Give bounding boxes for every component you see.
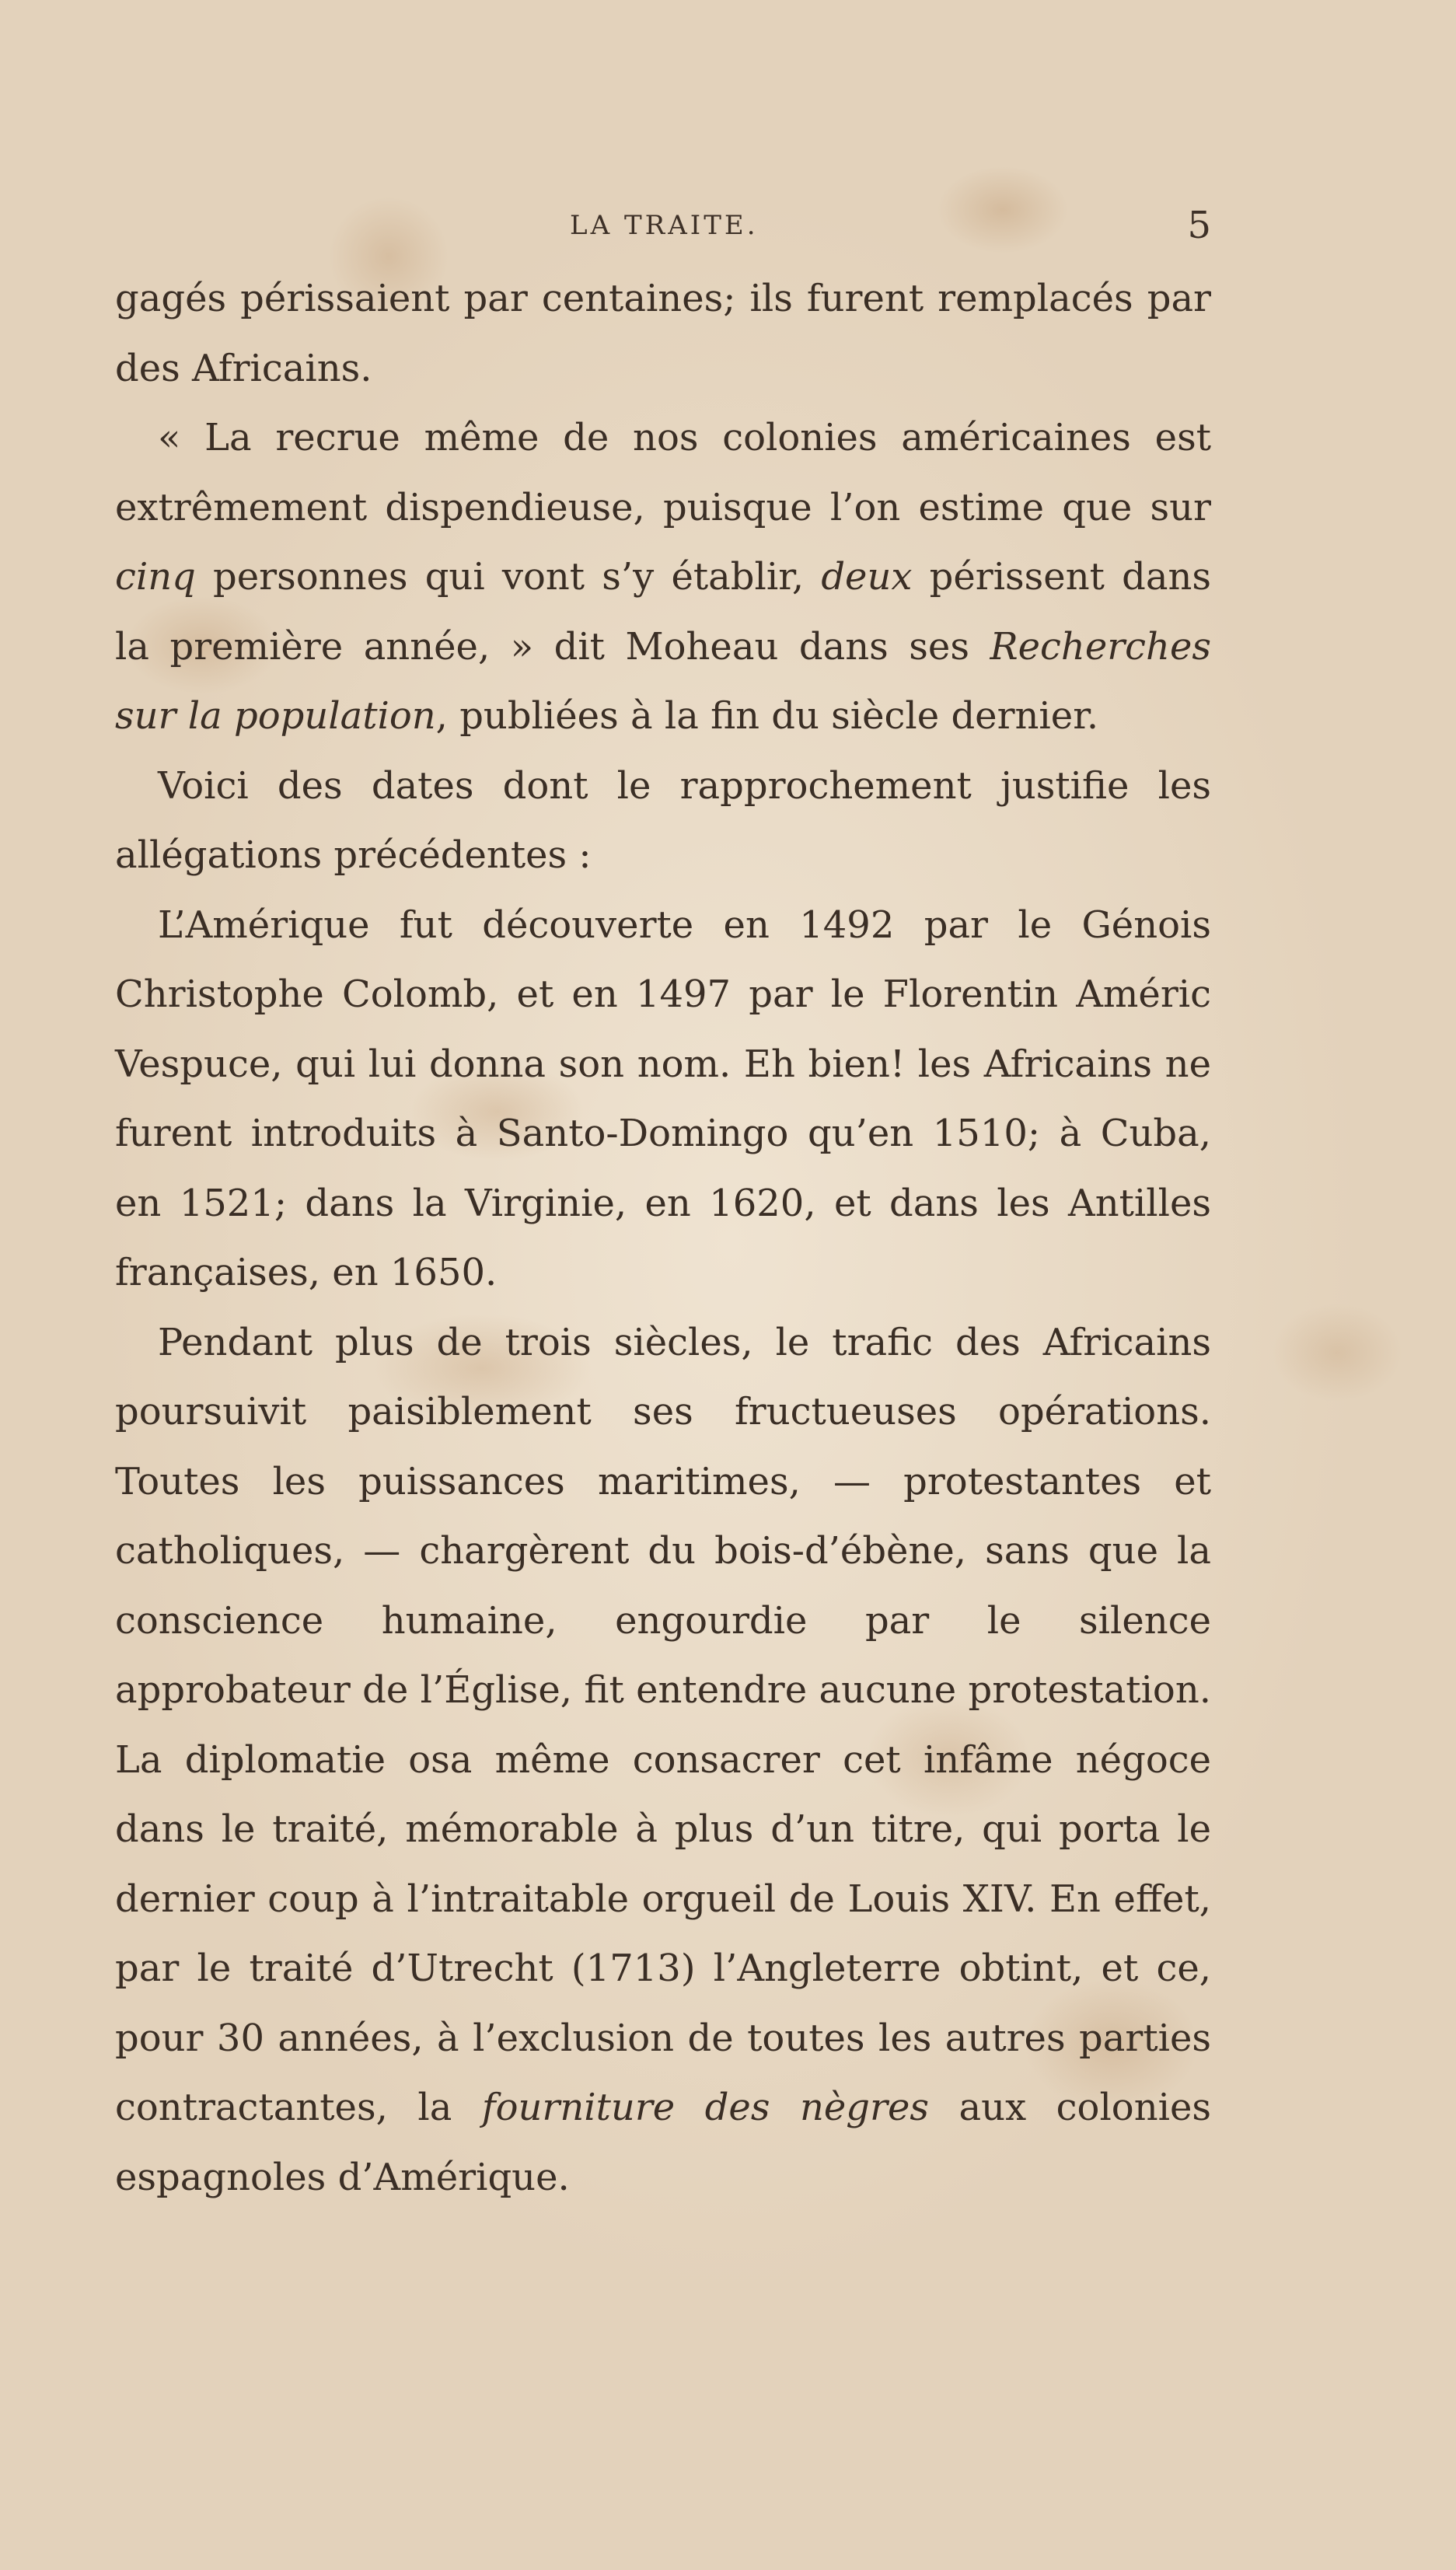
page-number: 5 <box>1187 204 1211 247</box>
running-head <box>115 204 1211 257</box>
paragraph-2 <box>115 403 1211 752</box>
running-title: LA TRAITE. <box>570 210 759 241</box>
text-segment: périssent dans la première année, » dit Moheau dans ses <box>115 555 1211 669</box>
body-text <box>115 264 1211 2212</box>
italic-segment: deux <box>821 555 913 599</box>
paragraph-1 <box>115 264 1211 403</box>
italic-segment: fourniture des nègres <box>481 2086 930 2129</box>
paragraph-5 <box>115 1308 1211 2213</box>
text-segment: , publiées à la fin du siècle dernier. <box>435 694 1099 738</box>
text-segment: Voici des dates dont le rapprochement justifie les allégations précédentes : <box>115 763 1211 877</box>
text-segment: personnes qui vont s’y établir, <box>195 555 822 599</box>
italic-segment: Recherches sur la population <box>115 624 1211 738</box>
paragraph-4 <box>115 891 1211 1308</box>
paragraph-3 <box>115 752 1211 891</box>
italic-segment: cinq <box>115 555 196 599</box>
text-segment: Pendant plus de trois siècles, le trafic des Africains poursuivit paisiblement ses fructueuses opérations. Toutes les puissances maritimes, — protestantes et catholiques, — chargèrent du bois-d’ébène, sans que la conscience humaine, engourdie par le silence approbateur de l’Église, fit entendre aucune protestation. La diplomatie osa même consacrer cet infâme négoce dans le traité, mémorable à plus d’un titre, qui porta le dernier coup à l’intraitable orgueil de Louis XIV. En effet, par le traité d’Utrecht (1713) l’Angleterre obtint, et ce, pour 30 années, à l’exclusion de toutes les autres parties contractantes, la <box>115 1320 1211 2129</box>
text-segment: gagés périssaient par centaines; ils furent remplacés par des Africains. <box>115 277 1211 390</box>
text-segment: L’Amérique fut découverte en 1492 par le Génois Christophe Colomb, et en 1497 par le Florentin Améric Vespuce, qui lui donna son nom. Eh bien! les Africains ne furent introduits à Santo-Domingo qu’en 1510; à Cuba, en 1521; dans la Virginie, en 1620, et dans les Antilles françaises, en 1650. <box>115 903 1211 1294</box>
text-segment: aux colonies espagnoles d’Amérique. <box>115 2086 1212 2199</box>
text-segment: « La recrue même de nos colonies américaines est extrêmement dispendieuse, puisque l’on estime que sur <box>115 416 1211 529</box>
